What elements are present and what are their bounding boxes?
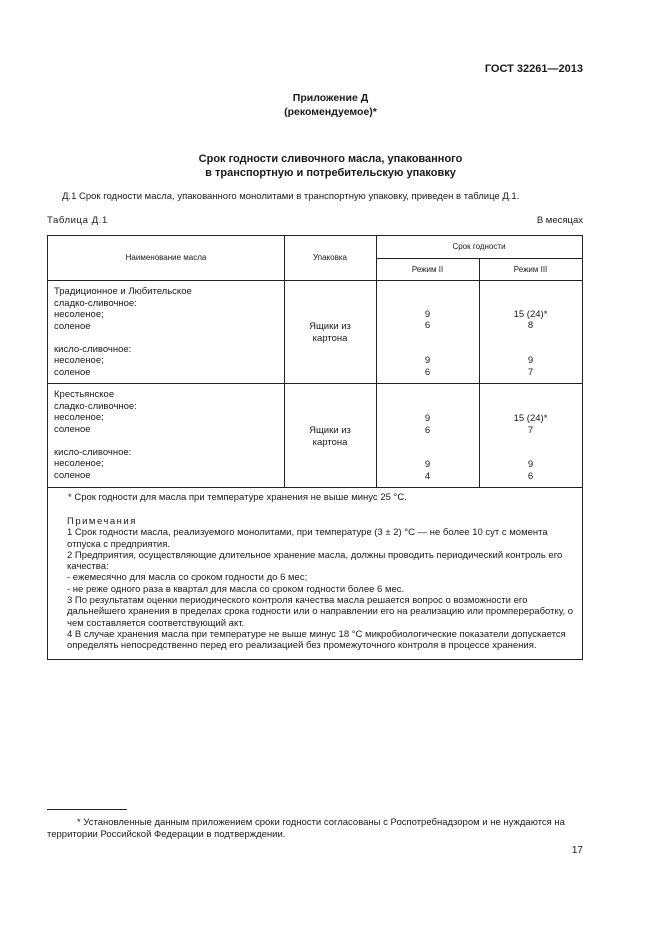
document-code: ГОСТ 32261—2013 [484,63,583,75]
value-cell: 6 [424,425,431,436]
value-cell: 9 [424,309,431,320]
header-bottom-line [48,280,582,281]
value-cell: 9 [424,413,431,424]
col-header-name: Наименование масла [125,253,207,262]
value-cell: 9 [527,355,534,366]
section-heading [0,152,661,180]
value-cell: 7 [527,367,534,378]
col-header-shelf-life: Срок годности [452,242,506,251]
note-2a: - ежемесячно для масла со сроком годности до 6 мес; [67,572,308,584]
section-title-line1: Срок годности сливочного масла, упакованного [198,153,463,165]
value-cell: 15 (24)* [513,309,548,320]
table-row: Крестьянское сладко-сливочное: несоленое; соленое кисло-сливочное: несоленое; соленое [54,389,137,481]
value-cell: 6 [527,471,534,482]
appendix-title: Приложение Д [292,92,369,104]
packaging-cell: Ящики из картона [309,321,351,344]
note-4: 4 В случае хранения масла при температуре не выше минус 18 °С микробиологические показатели допускается определять непосредственно перед его реализацией без промежуточного контроля в процессе хранения. [67,628,566,652]
appendix-subtitle: (рекомендуемое)* [284,106,377,118]
page-number: 17 [571,845,583,856]
table-label: Таблица Д.1 [47,215,108,226]
value-cell: 9 [424,355,431,366]
table-notes [54,516,578,652]
table-footnote: * Срок годности для масла при температуре хранения не выше минус 25 °С. [68,492,407,503]
footnote-rule [47,809,127,810]
body-bottom-line [48,487,582,488]
value-cell: 6 [424,320,431,331]
group-divider [48,383,582,384]
col-divider-1 [284,236,285,487]
table-row: Традиционное и Любительское сладко-сливочное: несоленое; соленое кисло-сливочное: несоленое; соленое [54,286,192,378]
table-units: В месяцах [536,215,583,226]
notes-title: Примечания [67,516,137,527]
value-cell: 8 [527,320,534,331]
value-cell: 7 [527,425,534,436]
note-2b: - не реже одного раза в квартал для масла со сроком годности более 6 мес. [67,583,405,595]
shelf-life-table [47,235,583,660]
appendix-heading [0,91,661,119]
col-header-mode2: Режим II [411,265,444,274]
section-title-line2: в транспортную и потребительскую упаковку [205,167,456,179]
col-header-pack: Упаковка [313,253,347,262]
col-header-mode3: Режим III [513,265,548,274]
note-1: 1 Срок годности масла, реализуемого монолитами, при температуре (3 ± 2) °С — не более 10 сут с момента отпуска с предприятия. [67,527,548,550]
packaging-cell: Ящики из картона [309,425,351,448]
page-footnote: * Установленные данным приложением сроки годности согласованы с Роспотребнадзором и не нуждаются на территории Российской Федерации в подтверждении. [47,817,565,840]
value-cell: 4 [424,471,431,482]
intro-paragraph: Д.1 Срок годности масла, упакованного монолитами в транспортную упаковку, приведен в таблице Д.1. [62,191,520,202]
value-cell: 15 (24)* [513,413,548,424]
value-cell: 6 [424,367,431,378]
note-2: 2 Предприятия, осуществляющие длительное хранение масла, должны проводить периодический контроль его качества: [67,549,563,573]
note-3: 3 По результатам оценки периодического контроля качества масла решается вопрос о возможности его дальнейшего хранения в пределах срока годности или о направлении его на реализацию или промпереработку, о чем составляется соответствующий акт. [67,595,574,629]
value-cell: 9 [424,459,431,470]
value-cell: 9 [527,459,534,470]
